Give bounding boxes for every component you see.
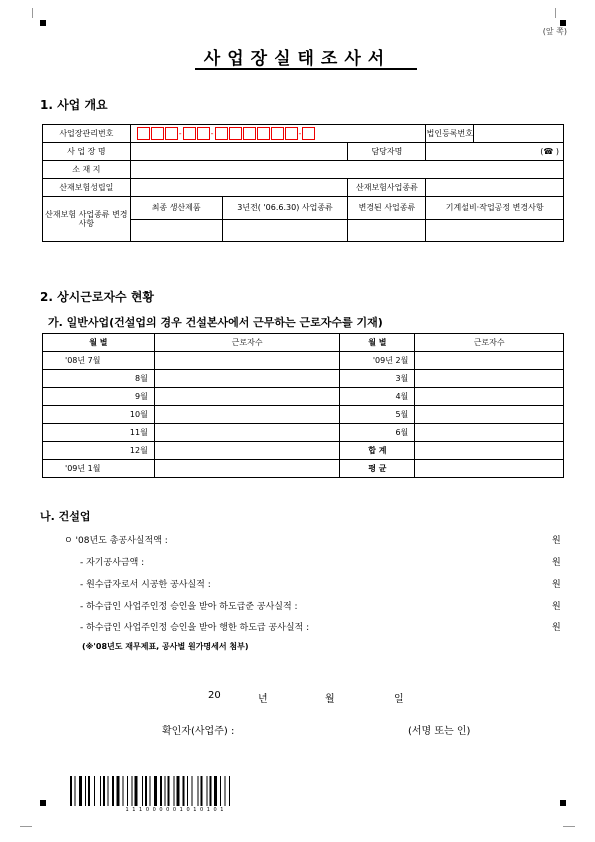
corner-mark-bottom-left — [40, 800, 46, 806]
month-cell: 9월 — [43, 388, 155, 406]
month-cell: 3월 — [340, 370, 415, 388]
digit-box[interactable] — [257, 127, 270, 140]
unit-won: 원 — [552, 602, 561, 612]
unit-won: 원 — [552, 580, 561, 590]
date-century: 20 — [208, 690, 221, 701]
crop-mark — [32, 8, 33, 18]
changed-type-field[interactable] — [348, 219, 426, 242]
average-label: 평 균 — [340, 460, 415, 478]
corner-mark-bottom-right — [560, 800, 566, 806]
subcontract-performed-line: - 하수급인 사업주인정 승인을 받아 행한 하도급 공사실적 : — [80, 623, 310, 633]
crop-mark — [555, 8, 556, 18]
unit-won: 원 — [552, 536, 561, 546]
business-overview-table — [42, 124, 564, 242]
mgmt-number-label: 사업장관리번호 — [43, 125, 131, 143]
total-label: 합 계 — [340, 442, 415, 460]
final-product-label: 최종 생산제품 — [130, 197, 222, 220]
barcode — [70, 776, 280, 806]
insurance-type-label: 산재보험사업종류 — [348, 179, 426, 197]
section2-sub-heading: 가. 일반사업(건설업의 경우 건설본사에서 근무하는 근로자수를 기재) — [48, 316, 383, 329]
number-separator: - — [210, 129, 214, 138]
month-cell: 10월 — [43, 406, 155, 424]
month-cell: '09년 2월 — [340, 352, 415, 370]
barcode-number: 1 1 1 0 0 0 0 0 1 0 1 0 1 0 1 — [125, 807, 225, 813]
equipment-change-label: 기계설비·작업공정 변경사항 — [426, 197, 564, 220]
workers-cell[interactable] — [154, 460, 340, 478]
workers-cell[interactable] — [154, 388, 340, 406]
prime-contractor-line: - 원수급자로서 시공한 공사실적 : — [80, 580, 211, 590]
digit-box[interactable] — [229, 127, 242, 140]
type-change-label: 산재보험 사업종류 변경사항 — [43, 197, 131, 242]
date-year-label: 년 — [258, 694, 268, 705]
subcontract-given-line: - 하수급인 사업주인정 승인을 받아 하도급준 공사실적 : — [80, 602, 298, 612]
business-name-label: 사 업 장 명 — [43, 143, 131, 161]
self-construction-line: - 자기공사금액 : — [80, 558, 145, 568]
insurance-date-label: 산재보험성립일 — [43, 179, 131, 197]
section1-heading: 1. 사업 개요 — [40, 98, 108, 112]
equipment-change-field[interactable] — [426, 219, 564, 242]
col-workers-header: 근로자수 — [154, 334, 340, 352]
mgmt-number-field[interactable] — [130, 125, 426, 143]
workers-cell[interactable] — [415, 370, 564, 388]
digit-box[interactable] — [183, 127, 196, 140]
average-cell[interactable] — [415, 460, 564, 478]
workers-cell[interactable] — [154, 424, 340, 442]
table-row — [43, 460, 564, 478]
month-cell: 5월 — [340, 406, 415, 424]
page-mark: (앞 쪽) — [542, 27, 567, 36]
mgmt-number-boxes — [131, 125, 426, 142]
workers-cell[interactable] — [154, 406, 340, 424]
digit-box[interactable] — [302, 127, 315, 140]
corp-reg-number-field[interactable] — [474, 125, 564, 143]
workers-cell[interactable] — [154, 352, 340, 370]
table-row — [43, 424, 564, 442]
prior-type-label: 3년전( '06.6.30) 사업종류 — [222, 197, 348, 220]
table-row — [43, 388, 564, 406]
date-day-label: 일 — [394, 694, 404, 705]
total-construction-line: ㅇ '08년도 총공사실적액 : — [64, 536, 168, 546]
unit-won: 원 — [552, 623, 561, 633]
col-workers-header: 근로자수 — [415, 334, 564, 352]
crop-mark — [20, 826, 32, 827]
corp-reg-number-label: 법인등록번호 — [426, 125, 474, 143]
final-product-field[interactable] — [130, 219, 222, 242]
insurance-date-field[interactable] — [130, 179, 348, 197]
col-month-header: 월 별 — [340, 334, 415, 352]
workers-table — [42, 333, 564, 478]
manager-name-label: 담당자명 — [348, 143, 426, 161]
digit-box[interactable] — [165, 127, 178, 140]
table-row — [43, 442, 564, 460]
confirmer-label: 확인자(사업주) : — [162, 726, 235, 737]
number-separator: - — [178, 129, 182, 138]
attachment-note: (※'08년도 재무제표, 공사별 원가명세서 첨부) — [82, 642, 249, 651]
unit-won: 원 — [552, 558, 561, 568]
digit-box[interactable] — [151, 127, 164, 140]
number-separator: - — [298, 129, 302, 138]
digit-box[interactable] — [215, 127, 228, 140]
manager-phone-field[interactable]: (☎ ) — [426, 143, 564, 161]
digit-box[interactable] — [271, 127, 284, 140]
crop-mark — [563, 826, 575, 827]
address-label: 소 재 지 — [43, 161, 131, 179]
table-row — [43, 352, 564, 370]
page-title: 사업장실태조사서 — [203, 49, 392, 69]
month-cell: 11월 — [43, 424, 155, 442]
month-cell: 8월 — [43, 370, 155, 388]
insurance-type-field[interactable] — [426, 179, 564, 197]
title-underline — [195, 68, 417, 70]
table-row — [43, 370, 564, 388]
digit-box[interactable] — [243, 127, 256, 140]
changed-type-label: 변경된 사업종류 — [348, 197, 426, 220]
date-month-label: 월 — [325, 694, 335, 705]
month-cell: '08년 7월 — [43, 352, 155, 370]
address-field[interactable] — [130, 161, 563, 179]
workers-cell[interactable] — [415, 388, 564, 406]
workers-cell[interactable] — [415, 352, 564, 370]
business-name-field[interactable] — [130, 143, 348, 161]
digit-box[interactable] — [197, 127, 210, 140]
corner-mark-top-left — [40, 20, 46, 26]
month-cell: 4월 — [340, 388, 415, 406]
signature-label: (서명 또는 인) — [408, 726, 471, 737]
table-row — [43, 406, 564, 424]
workers-cell[interactable] — [154, 370, 340, 388]
digit-box[interactable] — [137, 127, 150, 140]
month-cell: 6월 — [340, 424, 415, 442]
workers-cell[interactable] — [415, 424, 564, 442]
workers-cell[interactable] — [415, 406, 564, 424]
digit-box[interactable] — [285, 127, 298, 140]
prior-type-field[interactable] — [222, 219, 348, 242]
total-cell[interactable] — [415, 442, 564, 460]
section2-heading: 2. 상시근로자수 현황 — [40, 290, 155, 304]
workers-cell[interactable] — [154, 442, 340, 460]
month-cell: '09년 1월 — [43, 460, 155, 478]
month-cell: 12월 — [43, 442, 155, 460]
col-month-header: 월 별 — [43, 334, 155, 352]
section3-heading: 나. 건설업 — [40, 510, 91, 523]
